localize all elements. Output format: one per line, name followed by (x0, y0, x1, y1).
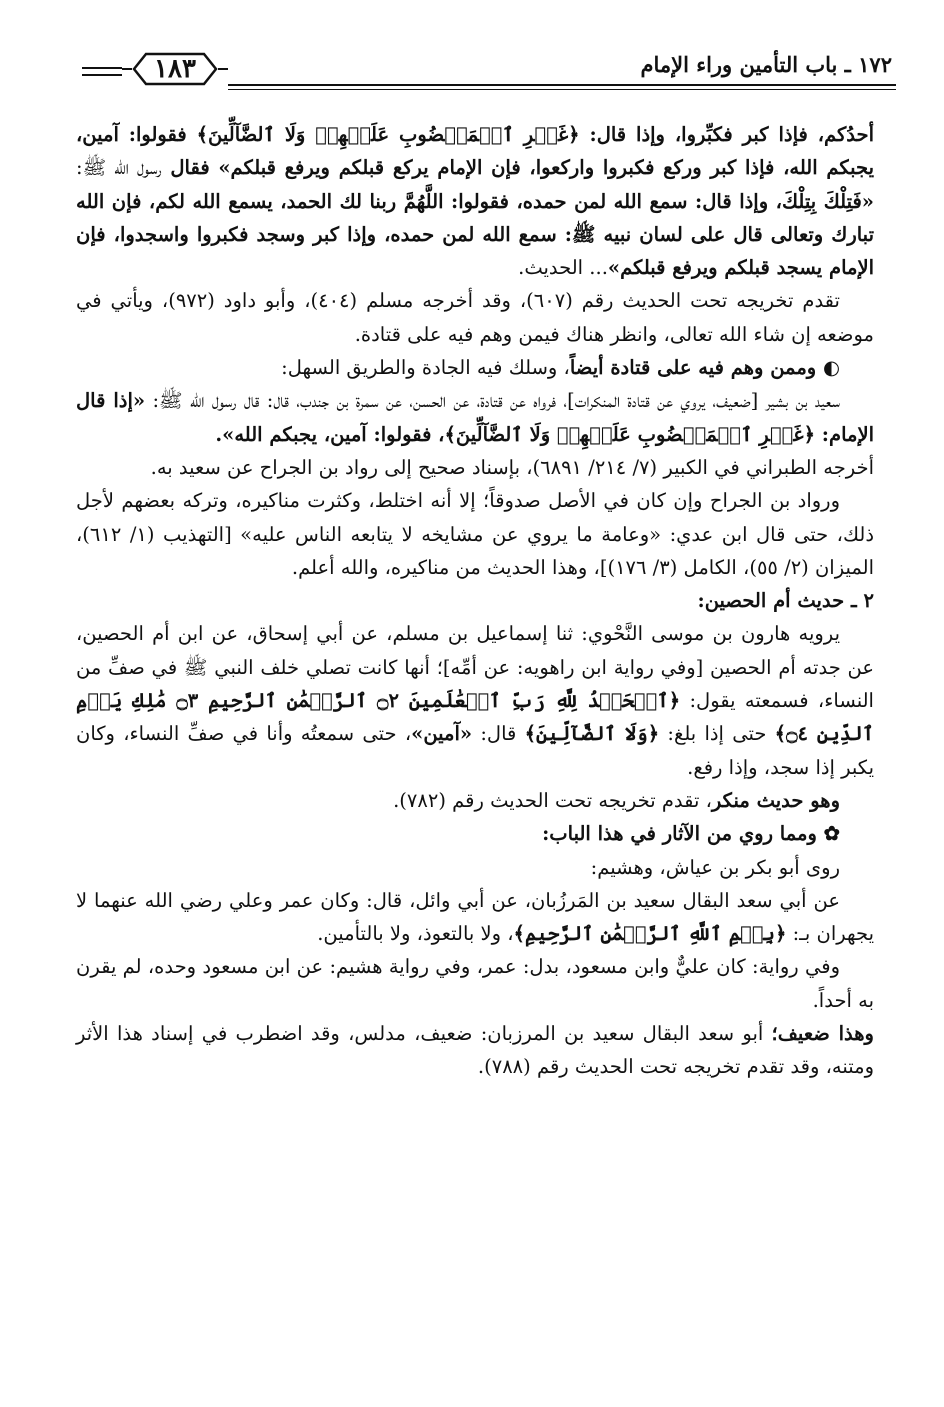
header-rule-left (82, 67, 122, 76)
paragraph-p4 (76, 384, 874, 451)
text-segment: «فَتِلْكَ بِتِلْكَ، وإذا قال: سمع الله لمن حمده، فقولوا: اللَّهُمَّ ربنا لك الحمد، يسمع الله لكم، فإن الله تبارك وتعالى قال على لسان نبيه ﷺ: سمع الله لمن حمده، وإذا كبر وسجد فكبروا واسجدوا، فإن الإمام يسجد قبلكم ويرفع قبلكم» (76, 189, 874, 280)
text-segment: ◐ وممن وهم فيه على قتادة أيضاً (569, 356, 840, 380)
text-segment: ﴿غَيۡرِ ٱلۡمَغۡضُوبِ عَلَيۡهِمۡ وَلَا ٱلضَّآلِّينَ﴾ (196, 123, 580, 146)
paragraph-p10 (76, 817, 874, 850)
paragraph-p9 (76, 784, 874, 817)
text-segment: ﴿ٱلۡحَمۡدُ لِلَّهِ رَبِّ ٱلۡعَٰلَمِينَ ۝٢ ٱلرَّحۡمَٰنِ ٱلرَّحِيمِ ۝٣ مَٰلِكِ يَوۡمِ ٱلدِّينِ ۝٤﴾ (76, 689, 874, 746)
text-segment: «إذا قال الإمام: ﴿غَيۡرِ ٱلۡمَغۡضُوبِ عَلَيۡهِمۡ وَلَا ٱلضَّآلِّينَ﴾، فقولوا: آمين، يجبكم الله». (76, 389, 874, 446)
paragraph-p1 (76, 118, 874, 284)
text-segment: ، تقدم تخريجه تحت الحديث رقم (٧٨٢). (393, 788, 712, 812)
text-segment: أحدُكم، فإذا كبر فكبِّروا، وإذا قال: (579, 123, 875, 146)
text-segment: ... الحديث. (518, 256, 608, 280)
text-segment: روى أبو بكر بن عياش، وهشيم: (590, 855, 840, 879)
paragraph-p7 (76, 584, 874, 617)
text-segment: ٢ ـ حديث أم الحصين: (697, 589, 874, 613)
header-rule (228, 84, 896, 90)
text-segment: أخرجه الطبراني في الكبير (٧/ ٢١٤/ ٦٨٩١)، بإسناد صحيح إلى رواد بن الجراح عن سعيد به. (150, 455, 874, 479)
paragraph-p13 (76, 950, 874, 1017)
paragraph-p3 (76, 351, 874, 384)
text-segment: ✿ ومما روي من الآثار في هذا الباب: (542, 822, 840, 846)
paragraph-p12 (76, 884, 874, 951)
text-segment: تقدم تخريجه تحت الحديث رقم (٦٠٧)، وقد أخرجه مسلم (٤٠٤)، وأبو داود (٩٧٢)، ويأتي في موضعه إن شاء الله تعالى، وانظر هناك فيمن وهم فيه على قتادة. (76, 289, 874, 346)
text-segment: حتى إذا بلغ: (659, 722, 775, 746)
page-body (76, 118, 874, 1084)
text-segment: يرويه هارون بن موسى النَّحْوي: ثنا إسماعيل بن مسلم، عن أبي إسحاق، عن ابن أم الحصين، عن جدته أم الحصين [وفي رواية ابن راهويه: عن أمِّه]؛ أنها كانت تصلي خلف النبي ﷺ في صفِّ من النساء، فسمعته يقول: (76, 622, 874, 713)
text-segment: فقولوا: آمين، يجبكم الله، فإذا كبر وركع فكبروا واركعوا، فإن الإمام يركع قبلكم ويرفع قبلكم» فقال (76, 123, 874, 180)
chapter-title: ١٧٢ ـ باب التأمين وراء الإمام (640, 52, 892, 77)
text-segment: ورواد بن الجراح وإن كان في الأصل صدوقاً؛ إلا أنه اختلط، وكثرت مناكيره، وتركه بعضهم لأجل ذلك، حتى قال ابن عدي: «وعامة ما يروي عن مشايخه لا يتابعه الناس عليه» [التهذيب (١/ ٦١٢)، الميزان (٢/ ٥٥)، الكامل (٣/ ١٧٦)]، وهذا الحديث من مناكيره، والله أعلم. (76, 489, 875, 579)
text-segment: أبو سعد البقال سعيد بن المرزبان: ضعيف، مدلس، وقد اضطرب في إسناد هذا الأثر ومتنه، وقد تقدم تخريجه تحت الحديث رقم (٧٨٨). (76, 1022, 874, 1079)
text-segment: سعيد بن بشير [ضعيف، يروي عن قتادة المنكرات]، فرواه عن قتادة، عن الحسن، عن سمرة بن جندب، قال: قال رسول الله ﷺ: (145, 389, 840, 413)
text-segment: ، ولا بالتعوذ، ولا بالتأمين. (317, 922, 514, 946)
paragraph-p6 (76, 484, 874, 584)
text-segment: عن أبي سعد البقال سعيد بن المَرزُبان، عن أبي وائل، قال: وكان عمر وعلي رضي الله عنهما لا يجهران بـ: (76, 888, 874, 946)
text-segment: قال: (472, 722, 525, 746)
text-segment: ﴿بِسۡمِ ٱللَّهِ ٱلرَّحۡمَٰنِ ٱلرَّحِيمِ﴾ (513, 922, 787, 946)
text-segment: ، حتى سمعتُه وأنا في صفِّ النساء، وكان يكبر إذا سجد، وإذا رفع. (76, 722, 874, 779)
paragraph-p14 (76, 1017, 874, 1084)
page-header (40, 50, 896, 98)
paragraph-p5 (76, 451, 874, 484)
text-segment: رسول الله ﷺ: (76, 156, 162, 180)
text-segment: وهذا ضعيف؛ (771, 1022, 874, 1046)
paragraph-p8 (76, 617, 874, 783)
paragraph-p2 (76, 284, 874, 351)
text-segment: ، وسلك فيه الجادة والطريق السهل: (281, 356, 570, 380)
page-number-badge (120, 50, 230, 88)
text-segment: «آمين» (411, 722, 473, 746)
text-segment: ﴿وَلَا ٱلضَّآلِّينَ﴾ (524, 722, 660, 746)
text-segment: وهو حديث منكر (711, 788, 840, 812)
page-number: ١٨٣ (154, 54, 196, 84)
text-segment: وفي رواية: كان عليٌّ وابن مسعود، بدل: عمر، وفي رواية هشيم: عن ابن مسعود وحده، لم يقرن به أحداً. (76, 955, 874, 1012)
paragraph-p11 (76, 851, 874, 884)
